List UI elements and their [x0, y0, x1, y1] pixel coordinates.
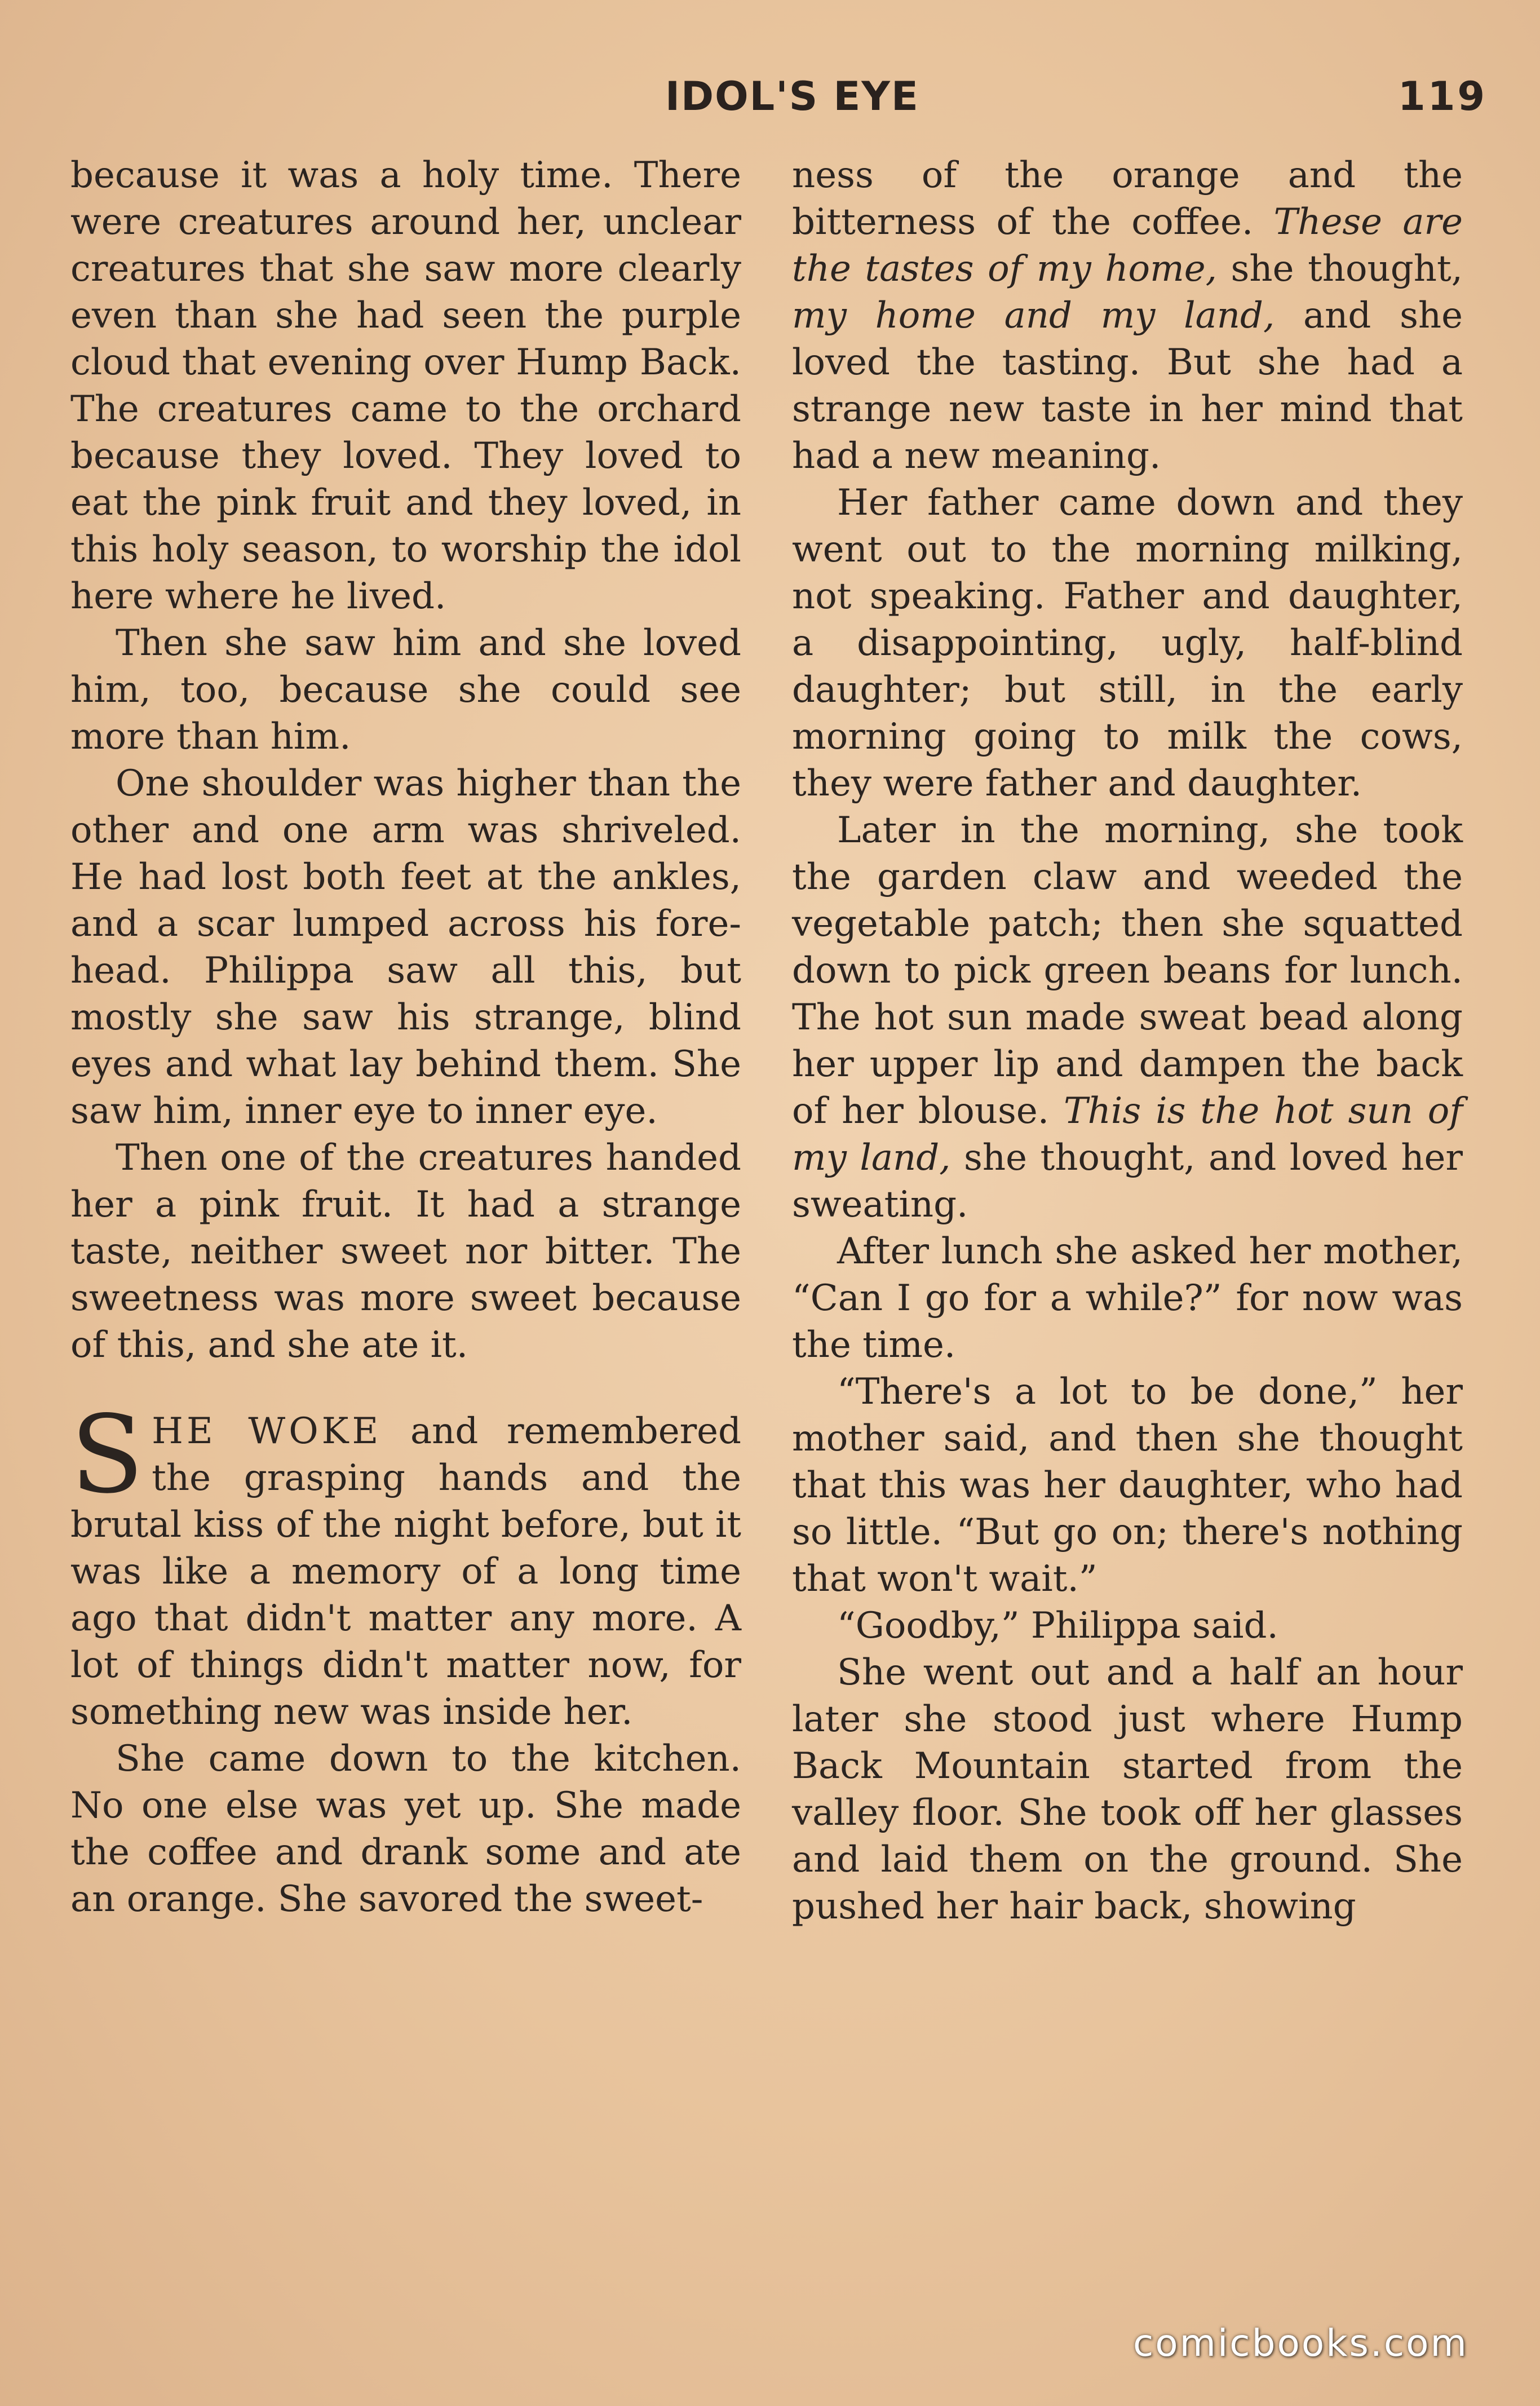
italic-thought: These are the tastes of my home, — [792, 201, 1463, 290]
paragraph-text: ness of the orange and the bitterness of the coffee. — [792, 154, 1463, 243]
drop-cap: S — [70, 1392, 144, 1517]
section-opening-paragraph — [70, 1392, 742, 1736]
paragraph — [792, 807, 1463, 1228]
paragraph: “Goodby,” Philippa said. — [837, 1605, 1278, 1647]
left-column — [70, 152, 741, 1923]
paragraph: because it was a holy time. There were creatures around her, unclear creatures that she saw more clearly even than she had seen the purple cloud that evening over Hump Back. The creatures came to the orchard because they loved. They loved to eat the pink fruit and they loved, in this holy season, to worship the idol here where he lived. — [70, 154, 741, 617]
italic-thought: This is the hot sun of my land, — [792, 1090, 1463, 1179]
italic-thought: my home and my land, — [792, 295, 1275, 337]
paragraph-text: Later in the morning, she took the garden claw and weeded the vegetable patch; then she squatted down to pick green beans for lunch. The hot sun made sweat bead along her upper lip and dampen the back of her blouse. — [792, 810, 1463, 1132]
paragraph — [792, 152, 1463, 480]
paragraph: She came down to the kitchen. No one else was yet up. She made the coffee and drank some and ate an orange. She savored the sweet- — [70, 1738, 741, 1920]
watermark: comicbooks.com — [1133, 2321, 1468, 2365]
paragraph: Then one of the creatures handed her a pink fruit. It had a strange taste, neither sweet nor bitter. The sweetness was more sweet because of this, and she ate it. — [70, 1137, 741, 1366]
paragraph: One shoulder was higher than the other and one arm was shriveled. He had lost both feet at the ankles, and a scar lumped across his forehead. Philippa saw all this, but mostly she saw his strange, blind eyes and what lay behind them. She saw him, inner eye to inner eye. — [70, 763, 741, 1132]
paragraph-text: she thought, — [1216, 248, 1463, 290]
right-column — [792, 152, 1463, 1930]
paragraph: Her father came down and they went out to the morning milking, not speaking. Father and daughter, a disappointing, ugly, half-blind daughter; but still, in the early morning going to milk the cows, they were father and daughter. — [792, 482, 1463, 804]
paragraph-text: and remembered the grasping hands and the brutal kiss of the night before, but it was like a memory of a long time ago that didn't matter any more. A lot of things didn't matter now, for something new was inside her. — [70, 1410, 742, 1733]
paragraph-text: she thought, and loved her sweating. — [792, 1137, 1463, 1226]
small-caps-lead: HE WOKE — [152, 1410, 382, 1452]
paragraph: After lunch she asked her mother, “Can I go for a while?” for now was the time. — [792, 1231, 1463, 1366]
paragraph: She went out and a half an hour later she stood just where Hump Back Mountain started from the valley floor. She took off her glasses and laid them on the ground. She pushed her hair back, showing — [792, 1652, 1463, 1927]
paragraph-text: and she loved the tasting. But she had a strange new taste in her mind that had a new meaning. — [792, 295, 1463, 477]
page-number: 119 — [1398, 73, 1488, 120]
paragraph: Then she saw him and she loved him, too, because she could see more than him. — [70, 622, 741, 758]
running-head — [0, 73, 1540, 130]
paragraph: “There's a lot to be done,” her mother said, and then she thought that this was her daughter, who had so little. “But go on; there's nothing that won't wait.” — [792, 1371, 1463, 1600]
running-title: IDOL'S EYE — [665, 73, 919, 120]
